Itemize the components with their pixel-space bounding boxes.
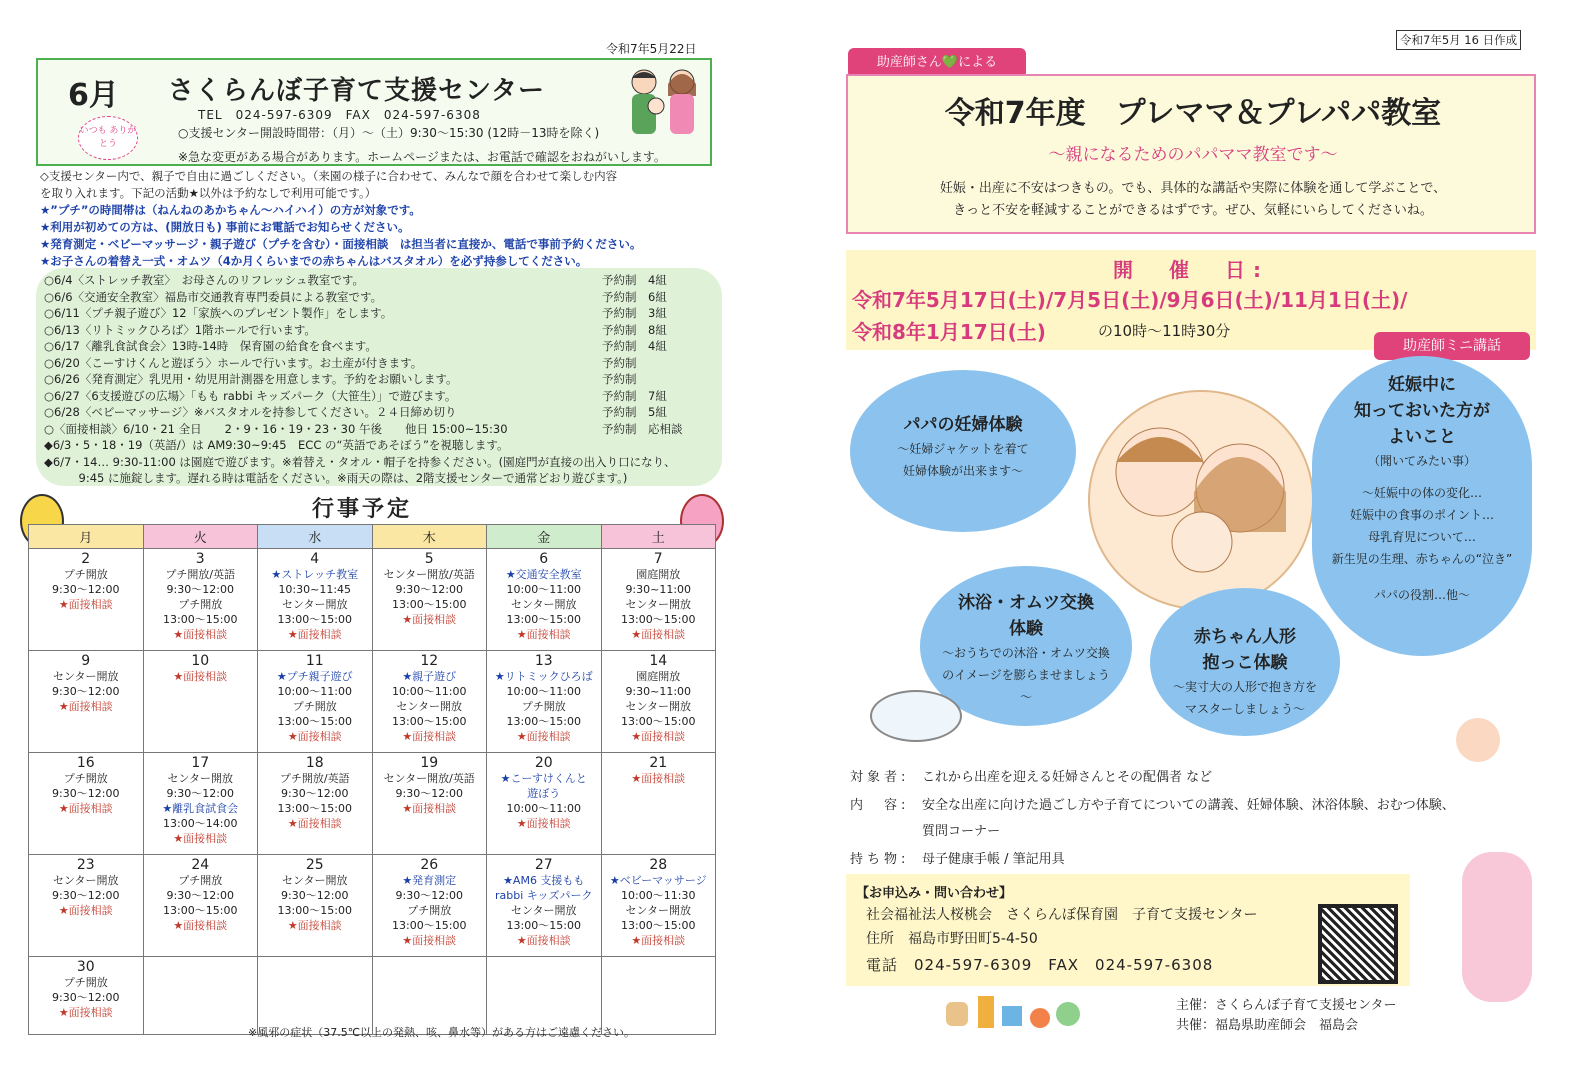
event-item [44, 454, 684, 471]
day-activity: ★面接相談 [402, 934, 457, 947]
calendar-day-cell [601, 753, 716, 855]
day-activity: 13:00～15:00 [621, 919, 696, 932]
weekday-header: 月 [29, 525, 144, 549]
calendar-day-cell [29, 855, 144, 957]
center-name: さくらんぼ子育て支援センター [168, 76, 545, 106]
event-item [44, 388, 684, 405]
bubble-text: 妊婦体験が出来ます～ [902, 464, 1023, 478]
bubble-text: パパの役割…他～ [1373, 588, 1470, 602]
event-reservation: 予約制 6組 [602, 289, 667, 304]
day-activity: ★面接相談 [173, 832, 228, 845]
day-activity: 9:30～12:00 [281, 889, 349, 902]
day-activity: 9:30～12:00 [395, 787, 463, 800]
day-number: 14 [649, 653, 668, 669]
day-activity: 13:00～15:00 [392, 919, 467, 932]
calendar-footer-note: ※風邪の症状（37.5℃以上の発熱、咳、鼻水等）がある方はご遠慮ください。 [248, 1026, 636, 1039]
intro-line: ★利用が初めての方は、(開放日も) 事前にお電話でお知らせください。 [40, 220, 410, 234]
day-activity: センター開放 [52, 670, 119, 683]
calendar-week-row [29, 855, 716, 957]
calendar-day-cell [29, 957, 144, 1035]
day-number: 17 [191, 755, 210, 771]
day-activity: 13:00～15:00 [392, 598, 467, 611]
day-activity: 13:00～15:00 [163, 613, 238, 626]
mini-lecture-tag: 助産師ミニ講話 [1374, 332, 1530, 360]
bubble-text: （聞いてみたい事） [1367, 454, 1476, 468]
intro-line: を取り入れます。下記の活動★以外は予約なしで利用可能です。） [40, 186, 377, 200]
day-number: 13 [534, 653, 553, 669]
day-activity: ★交通安全教室 [505, 568, 582, 581]
day-number: 20 [534, 755, 553, 771]
day-activity: 10:00～11:00 [506, 583, 581, 596]
subtitle: ～親になるためのパパママ教室です～ [1048, 145, 1338, 165]
day-activity: ★親子遊び [402, 670, 457, 683]
day-activity: センター開放/英語 [383, 772, 475, 785]
day-activity: 10:00～11:00 [506, 685, 581, 698]
info-value: これから出産を迎える妊婦さんとその配偶者 など [922, 770, 1213, 785]
day-activity: 9:30～12:00 [52, 991, 120, 1004]
bubble-baby-doll [1150, 588, 1340, 736]
calendar-day-cell [143, 855, 258, 957]
day-activity: 9:30～12:00 [395, 583, 463, 596]
day-activity: センター開放 [281, 874, 348, 887]
intro-line: ★”プチ”の時間帯は（ねんねのあかちゃん～ハイハイ）の方が対象です。 [40, 203, 421, 217]
day-number: 21 [649, 755, 668, 771]
description [848, 178, 1538, 222]
event-item [44, 322, 684, 339]
bubble-title: 抱っこ体験 [1202, 653, 1288, 673]
day-activity: プチ開放 [521, 700, 566, 713]
left-date: 令和7年5月22日 [606, 42, 697, 56]
calendar-day-cell [29, 651, 144, 753]
calendar-day-cell [258, 651, 373, 753]
event-text: ○〈面接相談〉6/10・21 全日 2・9・16・19・23・30 午後 他日 15:00~15:30 [44, 421, 508, 436]
bubble-text: ～実寸大の人形で抱き方を [1172, 680, 1317, 694]
calendar-day-cell [143, 753, 258, 855]
day-number: 5 [424, 551, 434, 567]
day-activity: ★面接相談 [516, 628, 571, 641]
baby-bath-icon [870, 690, 962, 742]
events-list [36, 268, 722, 486]
bubble-title: 赤ちゃん人形 [1194, 627, 1296, 647]
calendar-day-cell [372, 651, 487, 753]
calendar-day-cell [372, 753, 487, 855]
main-title: 令和7年度 プレママ＆プレパパ教室 [944, 96, 1442, 131]
day-activity: ★面接相談 [173, 670, 228, 683]
day-activity: ★面接相談 [287, 817, 342, 830]
calendar-day-cell [487, 855, 602, 957]
opening-hours: ○支援センター開設時間帯：（月）～（土）9:30～15:30 (12時－13時を除く) [178, 126, 600, 140]
bubble-text: マスターしましょう～ [1184, 702, 1305, 716]
event-text: ○6/28〈ベビーマッサージ〉※バスタオルを持参してください。２４日締め切り [44, 405, 457, 419]
day-activity: センター開放 [510, 904, 577, 917]
calendar-day-cell [29, 753, 144, 855]
day-activity: 9:30~11:00 [625, 583, 692, 596]
event-text: 9:45 に施錠します。遅れる時は電話をください。※雨天の際は、2階支援センターで通常どおり遊びます。) [44, 471, 628, 485]
day-activity: 9:30～12:00 [52, 787, 120, 800]
day-activity: 13:00～15:00 [392, 715, 467, 728]
contact-heading: 【お申込み・問い合わせ】 [856, 886, 1013, 901]
arigato-logo: いつも ありがとう [78, 116, 138, 160]
tel-fax: TEL 024-597-6309 FAX 024-597-6308 [198, 108, 481, 122]
day-activity: 9:30～12:00 [166, 889, 234, 902]
event-reservation: 予約制 4組 [602, 339, 667, 353]
day-activity: 9:30～12:00 [281, 787, 349, 800]
day-activity: 10:30~11:45 [278, 583, 352, 596]
change-notice: ※急な変更がある場合があります。ホームページまたは、お電話で確認をおねがいします。 [178, 150, 666, 164]
day-number: 7 [653, 551, 663, 567]
day-activity: 9:30～12:00 [52, 583, 120, 596]
day-activity: ★面接相談 [173, 628, 228, 641]
day-activity: ★AM6 支援もも [503, 874, 585, 887]
day-activity: 9:30~11:00 [625, 685, 692, 698]
day-activity: 9:30～12:00 [52, 685, 120, 698]
day-activity: プチ開放 [63, 976, 108, 989]
event-text: ○6/13〈リトミックひろば〉1階ホールで行います。 [44, 322, 316, 337]
day-activity: プチ開放 [407, 904, 452, 917]
qr-code-icon[interactable] [1318, 904, 1398, 984]
event-text: ○6/11〈プチ親子遊び〉12「家族へのプレゼント製作」をします。 [44, 306, 393, 320]
event-text: ◆6/7・14… 9:30-11:00 は園庭で遊びます。※着替え・タオル・帽子を持参ください。(園庭門が直接の出入り口になり、 [44, 454, 676, 469]
calendar-day-cell [601, 957, 716, 1035]
event-item [44, 371, 684, 388]
day-activity: ★プチ親子遊び [276, 670, 353, 683]
month-title: 6月 [68, 78, 119, 113]
calendar-table [28, 524, 716, 1035]
day-activity: プチ開放 [63, 772, 108, 785]
info-target [850, 768, 1212, 788]
day-activity: 10:00～11:30 [621, 889, 696, 902]
day-number: 23 [76, 857, 95, 873]
day-activity: ★面接相談 [173, 919, 228, 932]
day-activity: センター開放 [281, 598, 348, 611]
weekday-header: 金 [487, 525, 602, 549]
day-activity: センター開放 [510, 598, 577, 611]
day-activity: プチ開放 [178, 874, 223, 887]
contact-address: 住所 福島市野田町5-4-50 [866, 931, 1038, 947]
day-number: 9 [81, 653, 91, 669]
day-activity: ★面接相談 [58, 700, 113, 713]
event-reservation: 予約制 3組 [602, 306, 667, 320]
event-reservation: 予約制 [602, 372, 637, 386]
bubble-text: ～妊婦ジャケットを着て [897, 442, 1029, 456]
day-activity: ★面接相談 [402, 730, 457, 743]
date-label: 開 催 日: [1113, 258, 1269, 282]
bubble-title: よいこと [1388, 427, 1456, 447]
day-activity: 13:00～15:00 [277, 802, 352, 815]
day-number: 25 [305, 857, 324, 873]
day-activity: ★面接相談 [287, 628, 342, 641]
bubble-text: ～妊娠中の体の変化… [1361, 486, 1482, 500]
bubble-text: 新生児の生理、赤ちゃんの“泣き” [1331, 552, 1513, 566]
day-activity: rabbi キッズパーク [494, 889, 593, 902]
pregnant-mother-icon [1462, 852, 1532, 1002]
event-reservation: 予約制 5組 [602, 405, 667, 419]
bubble-text: 妊娠中の食事のポイント… [1349, 508, 1494, 522]
day-activity: ★面接相談 [58, 802, 113, 815]
day-activity: ★面接相談 [287, 919, 342, 932]
event-reservation: 予約制 [602, 355, 637, 370]
calendar-title: 行事予定 [312, 497, 413, 522]
left-header [36, 58, 712, 166]
day-activity: 13:00～15:00 [621, 613, 696, 626]
calendar-day-cell [143, 957, 258, 1035]
day-activity: 13:00～14:00 [163, 817, 238, 830]
day-activity: 園庭開放 [636, 670, 681, 683]
calendar-day-cell [143, 651, 258, 753]
day-number: 18 [305, 755, 324, 771]
calendar-header-row [29, 525, 716, 549]
event-item [44, 355, 684, 372]
event-text: ○6/6〈交通安全教室〉福島市交通教育専門委員による教室です。 [44, 289, 383, 304]
info-label: 持ち物: [850, 852, 910, 867]
calendar-week-row [29, 549, 716, 651]
calendar-day-cell [487, 651, 602, 753]
bubble-text: ～ [1019, 690, 1032, 704]
day-activity: ★面接相談 [58, 1006, 113, 1019]
calendar-week-row [29, 651, 716, 753]
description-line: 妊娠・出産に不安はつきもの。でも、具体的な講話や実際に体験を通して学ぶことで、 [939, 181, 1447, 196]
day-number: 12 [420, 653, 439, 669]
info-label: 内 容: [850, 798, 910, 813]
day-activity: ★面接相談 [631, 628, 686, 641]
day-activity: プチ開放/英語 [279, 772, 350, 785]
day-activity: プチ開放 [178, 598, 223, 611]
event-item [44, 338, 684, 355]
event-text: ○6/4〈ストレッチ教室〉 お母さんのリフレッシュ教室です。 [44, 273, 364, 287]
day-number: 19 [420, 755, 439, 771]
event-reservation: 予約制 応相談 [602, 421, 683, 436]
calendar-day-cell [487, 753, 602, 855]
info-value: 安全な出産に向けた過ごし方や子育てについての講義、妊婦体験、沐浴体験、おむつ体験、 [922, 798, 1455, 813]
day-activity: ★面接相談 [287, 730, 342, 743]
title-box [846, 74, 1536, 234]
calendar-day-cell [487, 549, 602, 651]
event-item [44, 421, 684, 438]
day-number: 3 [195, 551, 205, 567]
day-activity: ★面接相談 [402, 613, 457, 626]
day-activity: 13:00～15:00 [277, 613, 352, 626]
day-activity: ★発育測定 [402, 874, 457, 887]
event-text: ○6/20〈こーすけくんと遊ぼう〉ホールで行います。お土産が付きます。 [44, 355, 423, 370]
right-date: 令和7年5月 16 日作成 [1396, 30, 1521, 50]
day-number: 2 [81, 551, 91, 567]
day-activity: 10:00～11:00 [506, 802, 581, 815]
calendar-day-cell [372, 549, 487, 651]
calendar-week-row [29, 753, 716, 855]
day-activity: ★ベビーマッサージ [609, 874, 707, 887]
day-number: 27 [534, 857, 553, 873]
bubble-title: 沐浴・オムツ交換 [958, 593, 1094, 613]
event-reservation: 予約制 8組 [602, 322, 667, 337]
day-activity: ★面接相談 [58, 598, 113, 611]
event-item [44, 470, 684, 487]
calendar-day-cell [601, 651, 716, 753]
day-activity: ★面接相談 [631, 772, 686, 785]
weekday-header: 火 [143, 525, 258, 549]
day-activity: プチ開放/英語 [165, 568, 236, 581]
day-activity: 園庭開放 [636, 568, 681, 581]
day-activity: 13:00～15:00 [506, 613, 581, 626]
contact-org: 社会福祉法人桜桃会 さくらんぼ保育園 子育て支援センター [866, 907, 1258, 923]
day-activity: 13:00～15:00 [506, 715, 581, 728]
bubble-title: 知っておいた方が [1354, 401, 1490, 421]
day-activity: ★面接相談 [402, 802, 457, 815]
weekday-header: 水 [258, 525, 373, 549]
dates-line: 令和8年1月17日(土) [852, 320, 1046, 344]
weekday-header: 木 [372, 525, 487, 549]
event-item [44, 289, 684, 306]
event-item [44, 437, 684, 454]
toys-icon [944, 994, 1084, 1030]
day-activity: ★離乳食試食会 [162, 802, 239, 815]
day-number: 10 [191, 653, 210, 669]
organizer: 主催：さくらんぼ子育て支援センター [1176, 998, 1397, 1013]
day-activity: ★ストレッチ教室 [271, 568, 359, 581]
event-text: ○6/27〈6支援遊びの広場〉「もも rabbi キッズパーク（大笹生）」で遊びます。 [44, 388, 457, 403]
day-number: 4 [310, 551, 320, 567]
day-activity: ★こーすけくんと [500, 772, 587, 785]
day-number: 26 [420, 857, 439, 873]
bubble-title: 妊娠中に [1388, 375, 1456, 395]
intro-line: ★お子さんの着替え一式・オムツ（4か月くらいまでの赤ちゃんはバスタオル）を必ず持参してください。 [40, 254, 588, 268]
day-activity: ★面接相談 [516, 817, 571, 830]
baby-icon [1456, 718, 1500, 762]
event-text: ◆6/3・5・18・19（英語/）は AM9:30~9:45 ECC の“英語であそぼう”を視聴します。 [44, 438, 509, 452]
day-activity: 9:30～12:00 [52, 889, 120, 902]
day-number: 28 [649, 857, 668, 873]
day-activity: センター開放 [167, 772, 234, 785]
event-reservation: 予約制 7組 [602, 388, 667, 403]
bubble-text: のイメージを膨らませましょう [942, 668, 1110, 682]
calendar-day-cell [601, 855, 716, 957]
bubble-pregnancy-tips [1312, 356, 1532, 656]
info-label: 対象者: [850, 770, 910, 785]
day-activity: 13:00～15:00 [277, 715, 352, 728]
info-content [850, 796, 1455, 816]
info-content-cont [922, 822, 1000, 842]
day-activity: 13:00～15:00 [277, 904, 352, 917]
info-value: 質問コーナー [922, 824, 1001, 839]
info-bring [850, 850, 1065, 870]
day-activity: プチ開放 [63, 568, 108, 581]
day-number: 11 [305, 653, 324, 669]
event-time: の10時～11時30分 [1098, 322, 1231, 340]
day-activity: センター開放 [396, 700, 463, 713]
bubble-papa-pregnancy [850, 370, 1076, 532]
day-activity: センター開放 [52, 874, 119, 887]
day-activity: 9:30～12:00 [395, 889, 463, 902]
bubble-title: 体験 [1009, 619, 1043, 639]
calendar-day-cell [372, 855, 487, 957]
day-activity: ★面接相談 [516, 730, 571, 743]
midwife-tag: 助産師さん💚による [848, 48, 1026, 78]
day-activity: ★面接相談 [631, 934, 686, 947]
calendar-day-cell [29, 549, 144, 651]
intro-line: ◇支援センター内で、親子で自由に過ごしください。（来園の様子に合わせて、みんなで顔を合わせて楽しむ内容 [40, 169, 618, 183]
day-activity: ★面接相談 [631, 730, 686, 743]
event-text: ○6/26〈発育測定〉乳児用・幼児用計測器を用意します。予約をお願いします。 [44, 372, 458, 386]
day-activity: ★面接相談 [58, 904, 113, 917]
day-activity: センター開放/英語 [383, 568, 475, 581]
day-activity: 13:00～15:00 [506, 919, 581, 932]
family-illustration-icon [1088, 390, 1314, 610]
calendar-day-cell [372, 957, 487, 1035]
calendar-day-cell [487, 957, 602, 1035]
event-item [44, 404, 684, 421]
family-illustration-icon [620, 66, 708, 136]
day-number: 6 [539, 551, 549, 567]
bubble-text: ～おうちでの沐浴・オムツ交換 [942, 646, 1110, 660]
day-activity: プチ開放 [292, 700, 337, 713]
day-activity: 10:00～11:00 [277, 685, 352, 698]
event-item [44, 272, 684, 289]
bubble-text: 母乳育児について… [1368, 530, 1476, 544]
co-organizer: 共催：福島県助産師会 福島会 [1176, 1018, 1359, 1033]
event-reservation: 予約制 4組 [602, 273, 667, 287]
contact-phone: 電話 024-597-6309 FAX 024-597-6308 [866, 956, 1214, 974]
intro-line: ★発育測定・ベビーマッサージ・親子遊び（プチを含む）・面接相談 は担当者に直接か、電話で事前予約ください。 [40, 237, 642, 251]
day-activity: 9:30～12:00 [166, 787, 234, 800]
event-item [44, 305, 684, 322]
day-activity: 9:30～12:00 [166, 583, 234, 596]
day-activity: センター開放 [625, 904, 692, 917]
day-activity: 13:00～15:00 [621, 715, 696, 728]
day-number: 30 [76, 959, 95, 975]
day-activity: センター開放 [625, 598, 692, 611]
day-number: 24 [191, 857, 210, 873]
weekday-header: 土 [601, 525, 716, 549]
bubble-title: パパの妊婦体験 [903, 415, 1023, 435]
day-activity: ★面接相談 [516, 934, 571, 947]
calendar-day-cell [258, 549, 373, 651]
day-number: 16 [76, 755, 95, 771]
intro-text [40, 168, 716, 270]
calendar-day-cell [601, 549, 716, 651]
event-text: ○6/17〈離乳食試食会〉13時-14時 保育園の給食を食べます。 [44, 339, 377, 353]
calendar-day-cell [143, 549, 258, 651]
day-activity: ★リトミックひろば [494, 670, 593, 683]
calendar-week-row [29, 957, 716, 1035]
calendar-day-cell [258, 855, 373, 957]
day-activity: 10:00～11:00 [392, 685, 467, 698]
calendar-day-cell [258, 753, 373, 855]
description-line: きっと不安を軽減することができるはずです。ぜひ、気軽にいらしてくださいね。 [953, 203, 1433, 218]
day-activity: 遊ぼう [527, 787, 561, 800]
calendar-day-cell [258, 957, 373, 1035]
info-value: 母子健康手帳 / 筆記用具 [922, 852, 1065, 867]
day-activity: センター開放 [625, 700, 692, 713]
dates-line: 令和7年5月17日(土)/7月5日(土)/9月6日(土)/11月1日(土)/ [852, 288, 1408, 312]
day-activity: 13:00～15:00 [163, 904, 238, 917]
